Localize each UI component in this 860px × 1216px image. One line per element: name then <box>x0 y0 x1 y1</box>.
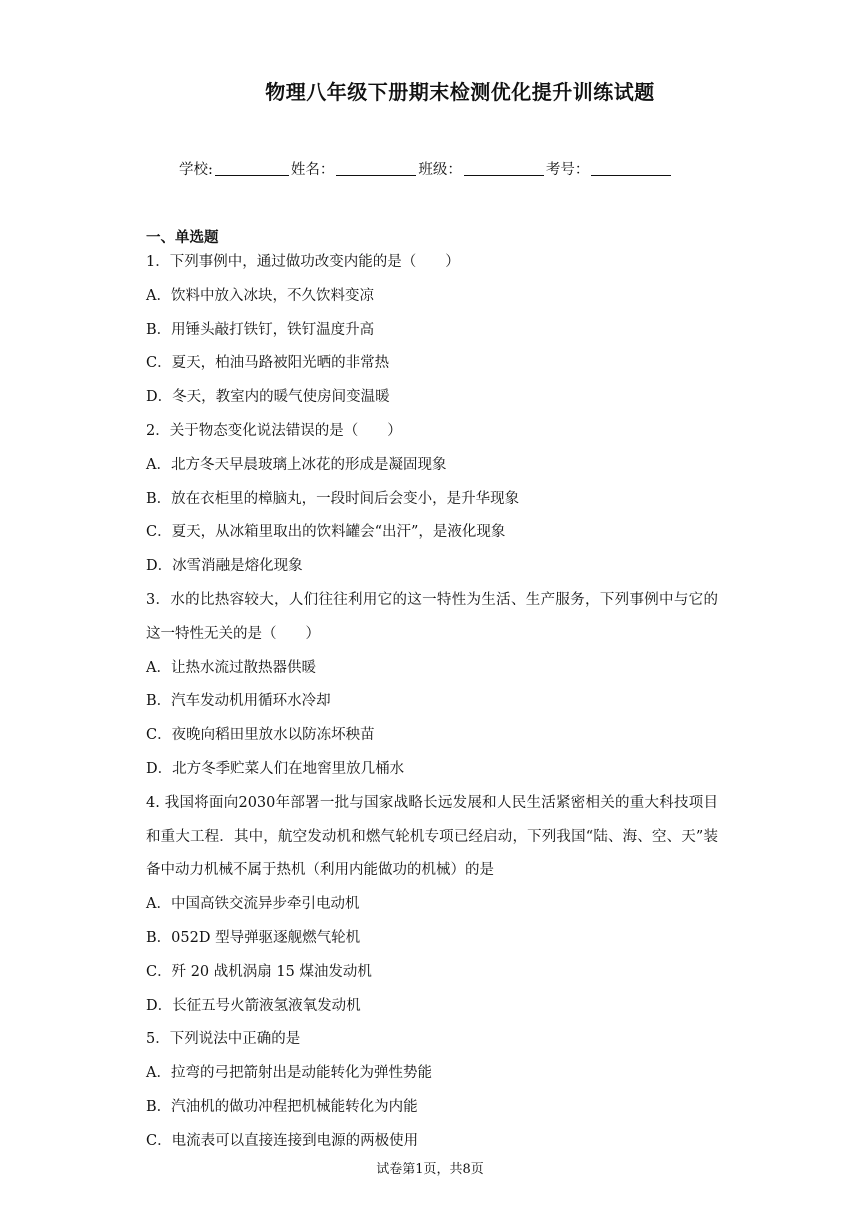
question-stem: 3．水的比热容较大，人们往往利用它的这一特性为生活、生产服务，下列事例中与它的这一特性无关的是（ ） <box>146 591 718 642</box>
option-c: C．夏天，柏油马路被阳光晒的非常热 <box>146 355 390 372</box>
option-b: B．用锤头敲打铁钉，铁钉温度升高 <box>146 321 375 338</box>
student-info-line <box>179 158 673 179</box>
option-c: C．歼 20 战机涡扇 15 煤油发动机 <box>146 963 372 980</box>
name-label: 姓名： <box>290 162 335 178</box>
option-a: A．北方冬天早晨玻璃上冰花的形成是凝固现象 <box>146 456 447 473</box>
question-stem: 1．下列事例中，通过做功改变内能的是（ ） <box>146 254 460 270</box>
exam-title: 物理八年级下册期末检测优化提升训练试题 <box>265 80 655 104</box>
option-b: B．放在衣柜里的樟脑丸，一段时间后会变小，是升华现象 <box>146 490 520 507</box>
option-c: C．夏天，从冰箱里取出的饮料罐会“出汗”，是液化现象 <box>146 524 506 541</box>
option-b: B．052D 型导弹驱逐舰燃气轮机 <box>146 929 361 946</box>
option-a: A．拉弯的弓把箭射出是动能转化为弹性势能 <box>146 1065 432 1082</box>
name-blank <box>336 161 416 176</box>
option-c: C．夜晚向稻田里放水以防冻坏秧苗 <box>146 727 375 744</box>
question-list <box>146 246 718 1159</box>
exam-no-label: 考号： <box>545 162 590 178</box>
option-c: C．电流表可以直接连接到电源的两极使用 <box>146 1132 419 1149</box>
option-a: A．让热水流过散热器供暖 <box>146 659 316 676</box>
page-footer: 试卷第1页，共8页 <box>376 1162 484 1177</box>
option-d: D．冬天，教室内的暖气使房间变温暖 <box>146 389 390 406</box>
option-a: A．饮料中放入冰块，不久饮料变凉 <box>146 287 374 304</box>
class-label: 班级： <box>418 162 462 178</box>
option-a: A．中国高铁交流异步牵引电动机 <box>146 896 360 913</box>
school-label: 学校: <box>179 162 213 178</box>
option-d: D．北方冬季贮菜人们在地窖里放几桶水 <box>146 760 405 777</box>
exam-no-blank <box>591 161 671 176</box>
option-b: B．汽车发动机用循环水冷却 <box>146 693 331 710</box>
option-b: B．汽油机的做功冲程把机械能转化为内能 <box>146 1098 418 1115</box>
question-stem: 4. 我国将面向2030年部署一批与国家战略长远发展和人民生活紧密相关的重大科技项目和重大工程．其中，航空发动机和燃气轮机专项已经启动，下列我国“陆、海、空、天”装备中动力机械不属于热机（利用内能做功的机械）的是 <box>146 794 718 879</box>
question-stem: 2．关于物态变化说法错误的是（ ） <box>146 422 402 439</box>
section-heading: 一、单选题 <box>146 229 219 246</box>
school-blank <box>215 161 289 176</box>
option-d: D．冰雪消融是熔化现象 <box>146 558 303 575</box>
option-d: D．长征五号火箭液氢液氧发动机 <box>146 997 361 1014</box>
class-blank <box>464 161 544 176</box>
question-stem: 5．下列说法中正确的是 <box>146 1031 301 1048</box>
